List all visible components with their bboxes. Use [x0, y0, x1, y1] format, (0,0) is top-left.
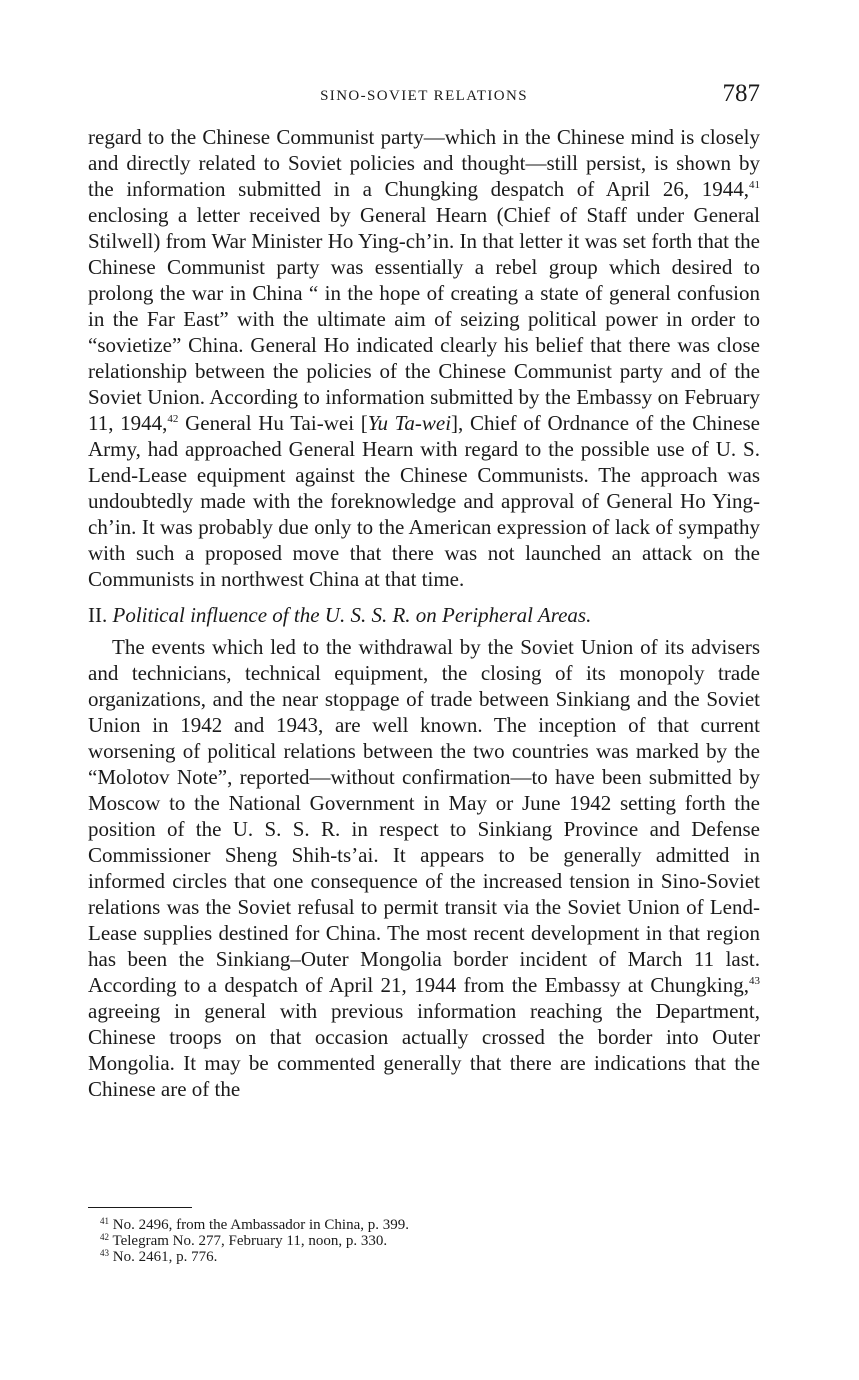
- footnote-text: No. 2461, p. 776.: [109, 1249, 218, 1265]
- text-run: enclosing a letter received by General Hearn (Chief of Staff under General Stilwell) from War Minister Ho Ying-ch’in. In that letter it was set forth that the Chinese Communist party was essentially a rebel group which desired to prolong the war in China “ in the hope of creating a state of general confusion in the Far East” with the ultimate aim of seizing political power in order to “sovietize” China. General Ho indicated clearly his belief that there was close relationship between the policies of the Chinese Communist party and of the Soviet Union. According to information submitted by the Embassy on February 11, 1944,: [88, 203, 760, 435]
- footnotes: [100, 1217, 760, 1265]
- footnote-number: 43: [100, 1248, 109, 1258]
- footnote-number: 42: [100, 1232, 109, 1242]
- text-run: ], Chief of Ordnance of the Chinese Army, had approached General Hearn with regard to the possible use of U. S. Lend-Lease equipment against the Chinese Communists. The approach was undoubtedly made with the foreknowledge and approval of General Ho Ying-ch’in. It was probably due only to the American expression of lack of sympathy with such a proposed move that there was not launched an attack on the Communists in northwest China at that time.: [88, 411, 760, 591]
- footnote-42: [100, 1233, 760, 1249]
- footnote-ref-42: 42: [167, 413, 179, 425]
- running-head: [88, 80, 760, 114]
- italic-text-run: Yu Ta-wei: [367, 411, 452, 435]
- footnote-divider: [88, 1207, 192, 1208]
- page-number: 787: [722, 80, 760, 107]
- section-number: II.: [88, 603, 108, 627]
- footnote-number: 41: [100, 1216, 109, 1226]
- text-run: General Hu Tai-wei [: [178, 411, 368, 435]
- paragraph-continued: [88, 124, 760, 592]
- section-heading: [88, 602, 760, 628]
- text-run: agreeing in general with previous information reaching the Department, Chinese troops on that occasion actually crossed the border into Outer Mongolia. It may be commented generally that there are indications that the Chinese are of the: [88, 999, 760, 1101]
- text-run: regard to the Chinese Communist party—which in the Chinese mind is closely and directly related to Soviet policies and thought—still persist, is shown by the information submitted in a Chungking despatch of April 26, 1944,: [88, 125, 760, 201]
- section-title: Political influence of the U. S. S. R. on Peripheral Areas.: [112, 603, 592, 627]
- footnote-41: [100, 1217, 760, 1233]
- body-text: [88, 124, 760, 1102]
- footnote-text: No. 2496, from the Ambassador in China, p. 399.: [109, 1217, 409, 1233]
- text-run: The events which led to the withdrawal by the Soviet Union of its advisers and technicians, technical equipment, the closing of its monopoly trade organizations, and the near stoppage of trade between Sinkiang and the Soviet Union in 1942 and 1943, are well known. The inception of that current worsening of political relations between the two countries was marked by the “Molotov Note”, reported—without confirmation—to have been submitted by Moscow to the National Government in May or June 1942 setting forth the position of the U. S. S. R. in respect to Sinkiang Province and Defense Commissioner Sheng Shih-ts’ai. It appears to be generally admitted in informed circles that one consequence of the increased tension in Sino-Soviet relations was the Soviet refusal to permit transit via the Soviet Union of Lend-Lease supplies destined for China. The most recent development in that region has been the Sinkiang–Outer Mongolia border incident of March 11 last. According to a despatch of April 21, 1944 from the Embassy at Chungking,: [88, 635, 760, 997]
- footnote-ref-41: 41: [749, 179, 760, 191]
- running-title: SINO-SOVIET RELATIONS: [320, 88, 528, 104]
- footnote-43: [100, 1249, 760, 1265]
- footnote-text: Telegram No. 277, February 11, noon, p. 330.: [109, 1233, 388, 1249]
- footnote-ref-43: 43: [749, 975, 760, 987]
- paragraph: [88, 634, 760, 1102]
